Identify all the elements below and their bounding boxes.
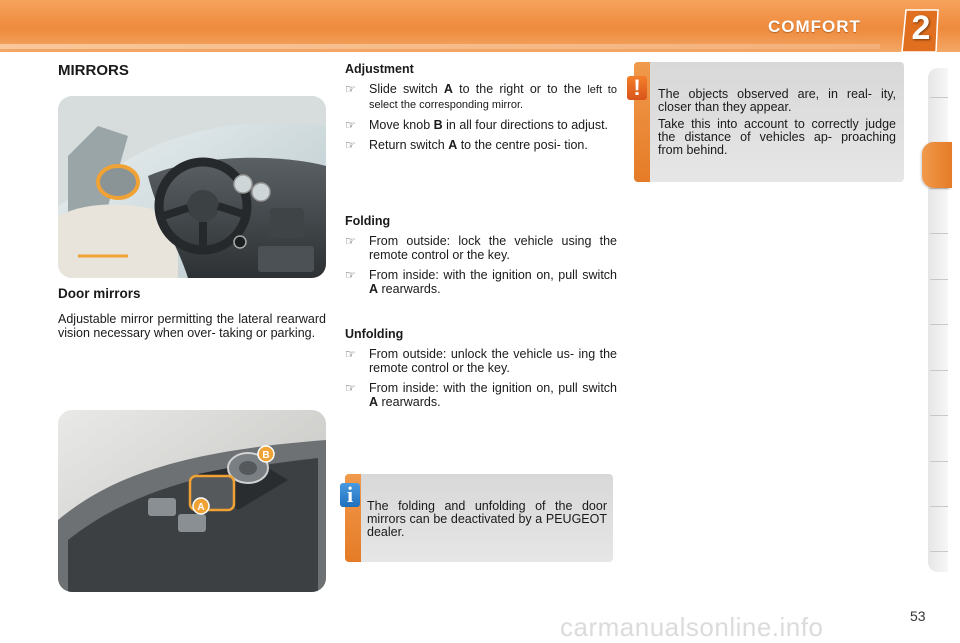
list-item: ☞ From outside: unlock the vehicle us- ing the remote control or the key. (345, 347, 617, 375)
unfolding-title: Unfolding (345, 327, 404, 341)
warning-note (634, 62, 904, 182)
pointing-hand-icon: ☞ (345, 234, 356, 248)
tab-divider (930, 461, 948, 462)
exclamation-icon: ! (627, 76, 647, 100)
info-icon: i (340, 483, 360, 507)
intro-paragraph: Adjustable mirror permitting the lateral rearward vision necessary when over- taking or parking. (58, 312, 326, 340)
list-item: ☞ From outside: lock the vehicle using the remote control or the key. (345, 234, 617, 262)
chapter-number: 2 (911, 9, 931, 47)
page-number: 53 (910, 608, 926, 624)
watermark: carmanualsonline.info (560, 612, 824, 642)
door-switch-illustration (58, 410, 326, 592)
tab-divider (930, 279, 948, 280)
list-item: ☞ Move knob B in all four directions to adjust. (345, 118, 609, 132)
list-item: ☞ From inside: with the ignition on, pull switch A rearwards. (345, 268, 617, 296)
header-highlight (0, 44, 880, 49)
adjustment-section (345, 62, 617, 158)
tab-divider (930, 370, 948, 371)
tab-divider (930, 188, 948, 189)
info-text: The folding and unfolding of the door mirrors can be deactivated by a PEUGEOT dealer. (367, 499, 607, 539)
section-subheading: Door mirrors (58, 286, 141, 301)
list-item: ☞ Return switch A to the centre posi- tion. (345, 138, 588, 152)
list-item: ☞ From inside: with the ignition on, pull switch A rearwards. (345, 381, 617, 409)
warning-text-1: The objects observed are, in real- ity, closer than they appear. (658, 87, 896, 114)
tab-divider (930, 506, 948, 507)
tab-divider (930, 97, 948, 98)
tab-divider (930, 233, 948, 234)
tab-divider (930, 415, 948, 416)
chapter-tab-active[interactable] (922, 142, 952, 188)
folding-section (345, 214, 617, 302)
dashboard-illustration (58, 96, 326, 278)
pointing-hand-icon: ☞ (345, 381, 356, 395)
adjustment-title: Adjustment (345, 62, 414, 76)
label-a: A (197, 502, 205, 513)
page-heading: MIRRORS (58, 62, 129, 79)
pointing-hand-icon: ☞ (345, 138, 356, 152)
section-title: COMFORT (768, 17, 861, 36)
warning-text-2: Take this into account to correctly judge the distance of vehicles ap- proaching from behind. (658, 117, 896, 157)
tab-divider (930, 551, 948, 552)
tab-divider (930, 324, 948, 325)
pointing-hand-icon: ☞ (345, 347, 356, 361)
pointing-hand-icon: ☞ (345, 268, 356, 282)
pointing-hand-icon: ☞ (345, 82, 356, 96)
unfolding-section (345, 327, 617, 415)
list-item: ☞ Slide switch A to the right or to the left to select the corresponding mirror. (345, 82, 617, 111)
info-note (345, 474, 613, 562)
pointing-hand-icon: ☞ (345, 118, 356, 132)
label-b: B (262, 450, 270, 461)
folding-title: Folding (345, 214, 391, 228)
